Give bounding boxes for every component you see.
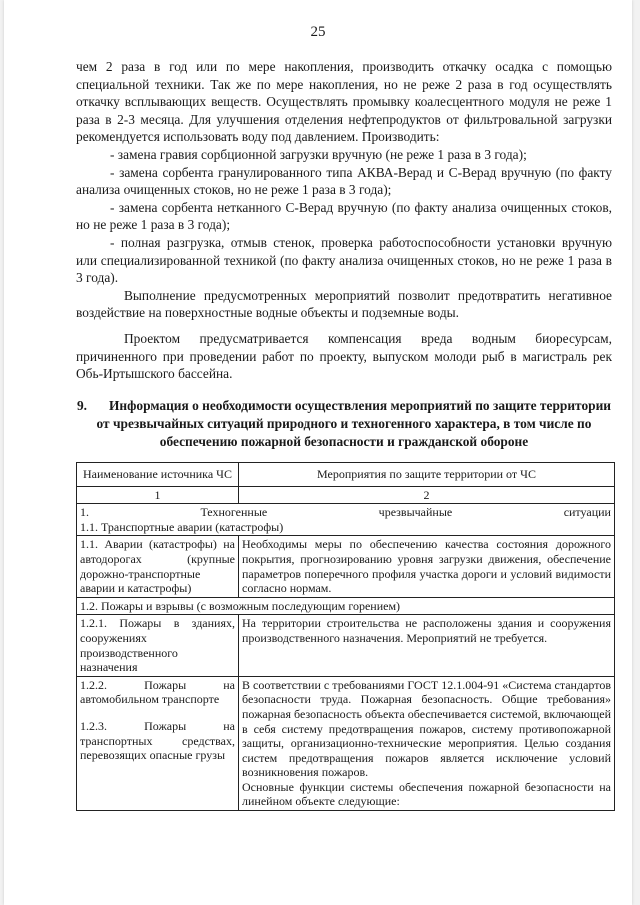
table-row bbox=[77, 536, 615, 597]
table-row bbox=[77, 615, 615, 676]
measure-cell bbox=[239, 676, 615, 810]
column-number: 2 bbox=[239, 486, 615, 504]
list-item: - замена сорбента нетканного С-Верад вручную (по факту анализа очищенных стоков, но не реже 1 раза в 3 года); bbox=[76, 199, 612, 233]
measure-text: В соответствии с требованиями ГОСТ 12.1.004-91 «Система стандартов безопасности труда. Пожарная безопасность. Общие требования» пожарная безопасность объекта обеспечивается системой, включающей в себя систему предотвращения пожаров, систему противопожарной защиты, организационно-технические мероприятия. Целью создания систем предотвращения пожаров является исключение условий возникновения пожаров. bbox=[242, 677, 611, 780]
column-number: 1 bbox=[77, 486, 239, 504]
section-word: чрезвычайные bbox=[378, 505, 453, 520]
source-cell: 1.2.1. Пожары в зданиях, сооружениях производственного назначения bbox=[77, 615, 239, 676]
source-cell-group bbox=[77, 676, 239, 810]
section-title: Информация о необходимости осуществления мероприятий по защите территории от чрезвычайных ситуаций природного и техногенного характера, в том числе по обеспечению пожарной безопасности и гражданской обороне bbox=[96, 397, 612, 449]
section-word: ситуации bbox=[563, 505, 611, 520]
paragraph: Проектом предусматривается компенсация вреда водным биоресурсам, причиненного при проведении работ по проекту, выпуском молоди рыб в магистраль рек Обь-Иртышского бассейна. bbox=[76, 330, 612, 382]
table-column-number-row bbox=[77, 486, 615, 504]
measure-cell: На территории строительства не расположены здания и сооружения производственного назначения. Мероприятий не требуется. bbox=[239, 615, 615, 676]
table-header-source: Наименование источника ЧС bbox=[77, 463, 239, 487]
table-subsection-row bbox=[77, 597, 615, 615]
list-item: - замена гравия сорбционной загрузки вручную (не реже 1 раза в 3 года); bbox=[110, 146, 527, 162]
table-row bbox=[77, 676, 615, 810]
list-item: - замена сорбента гранулированного типа АКВА-Верад и С-Верад вручную (по факту анализа очищенных стоков, но не реже 1 раза в 3 года); bbox=[76, 164, 612, 198]
list-item: - полная разгрузка, отмыв стенок, проверка работоспособности установки вручную или специализированной техникой (по факту анализа очищенных стоков, но не реже 1 раза в 3 года). bbox=[76, 234, 612, 286]
subsection-title: 1.2. Пожары и взрывы (с возможным последующим горением) bbox=[77, 597, 615, 615]
table-header-row bbox=[77, 463, 615, 487]
document-page bbox=[4, 0, 632, 905]
measure-text: Основные функции системы обеспечения пожарной безопасности на линейном объекте следующие: bbox=[242, 779, 611, 809]
section-word: Техногенные bbox=[200, 505, 268, 520]
measure-cell: Необходимы меры по обеспечению качества состояния дорожного покрытия, прогнозированию уровня загрузки движения, обеспечение параметров поперечного профиля участка дороги и условий видимости согласно нормам. bbox=[239, 536, 615, 597]
paragraph: чем 2 раза в год или по мере накопления, производить откачку осадка с помощью специальной техники. Так же по мере накопления, но не реже 2 раза в год осуществлять откачку всплывающих веществ. Осуществлять промывку коалесцентного модуля не реже 1 раза в 2-3 месяца. Для улучшения отделения нефтепродуктов от фильтровальной загрузки рекомендуется использовать воду под давлением. Производить: bbox=[76, 59, 612, 145]
table-header-measures: Мероприятия по защите территории от ЧС bbox=[239, 463, 615, 487]
source-cell: 1.2.2. Пожары на автомобильном транспорте bbox=[80, 677, 235, 707]
page-number: 25 bbox=[310, 24, 326, 40]
subsection-title: 1.1. Транспортные аварии (катастрофы) bbox=[80, 519, 284, 534]
source-cell: 1.2.3. Пожары на транспортных средствах, перевозящих опасные грузы bbox=[80, 718, 235, 763]
section-number: 9. bbox=[76, 397, 88, 413]
paragraph: Выполнение предусмотренных мероприятий позволит предотвратить негативное воздействие на поверхностные водные объекты и подземные воды. bbox=[76, 287, 612, 321]
table-section-cell bbox=[77, 504, 615, 536]
section-title-line bbox=[80, 505, 611, 520]
document-body bbox=[76, 58, 612, 451]
emergency-measures-table bbox=[76, 462, 615, 811]
source-cell: 1.1. Аварии (катастрофы) на автодорогах (крупные дорожно-транспортные аварии и катастрофы) bbox=[77, 536, 239, 597]
section-heading bbox=[76, 397, 612, 451]
table-section-row bbox=[77, 504, 615, 536]
section-num: 1. bbox=[80, 505, 89, 520]
